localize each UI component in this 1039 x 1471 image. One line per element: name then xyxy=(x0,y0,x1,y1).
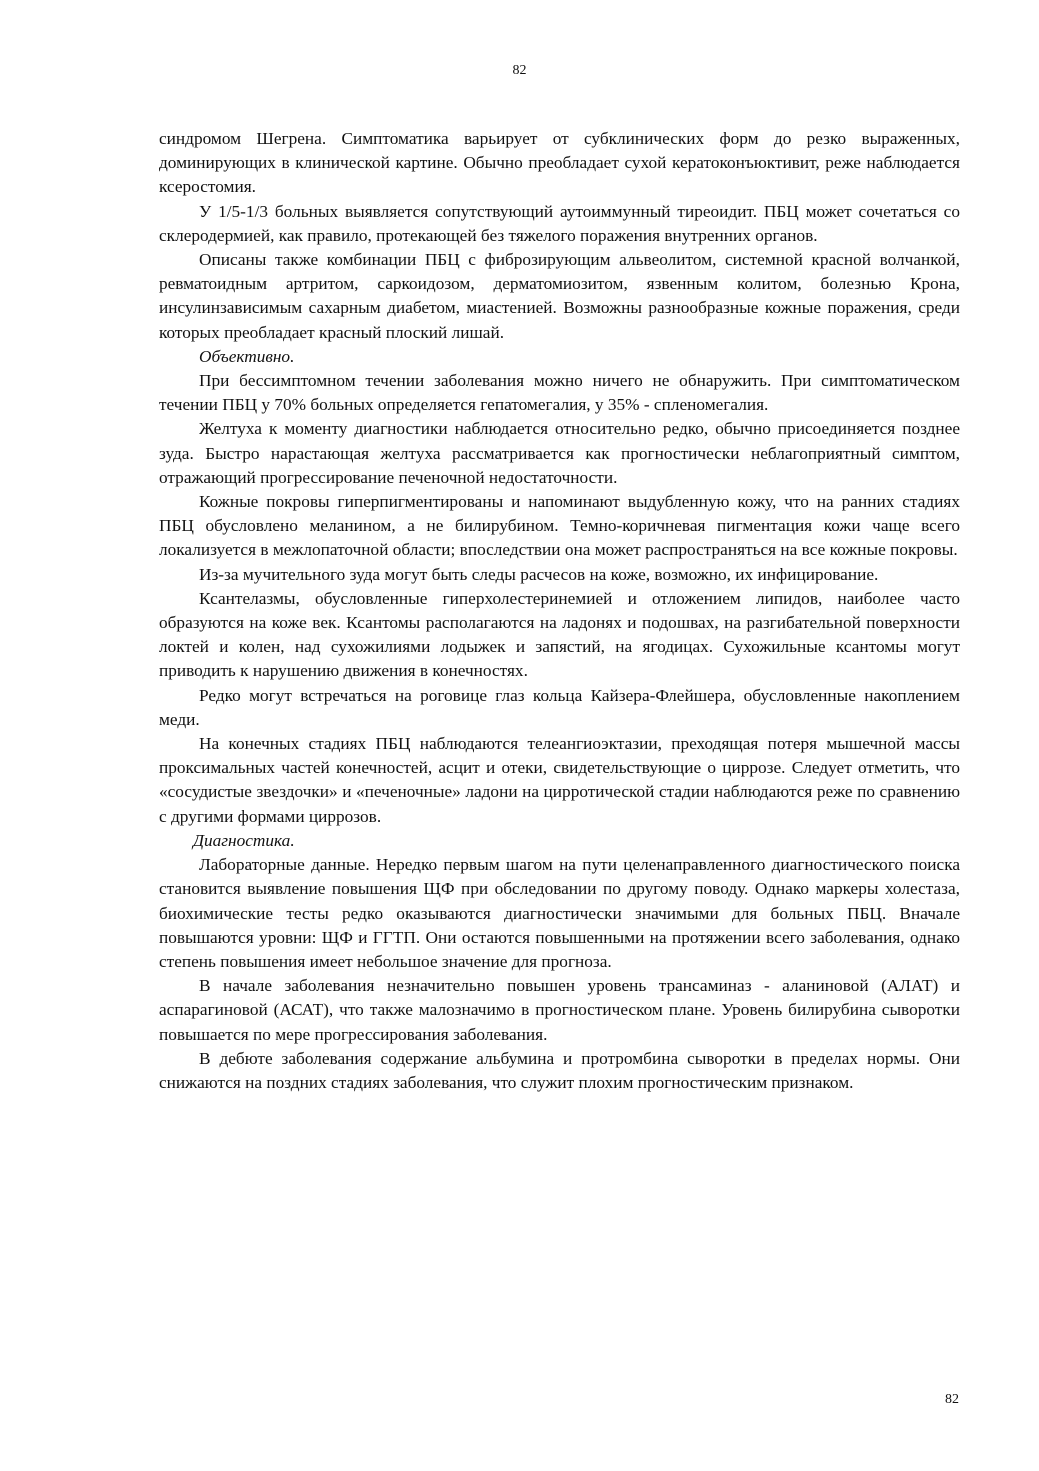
body-text xyxy=(159,127,960,1095)
paragraph-combinations: Описаны также комбинации ПБЦ с фиброзирующим альвеолитом, системной красной волчанкой, ревматоидным артритом, саркоидозом, дерматомиозитом, язвенным колитом, болезнью Крона, инсулинзависимым сахарным диабетом, миастенией. Возможны разнообразные кожные поражения, среди которых преобладает красный плоский лишай. xyxy=(159,250,960,342)
paragraph-asymptomatic: При бессимптомном течении заболевания можно ничего не обнаружить. При симптоматическом течении ПБЦ у 70% больных определяется гепатомегалия, у 35% - спленомегалия. xyxy=(159,371,960,415)
page-number-bottom: 82 xyxy=(945,1392,959,1407)
paragraph-skin-pigmentation: Кожные покровы гиперпигментированы и напоминают выдубленную кожу, что на ранних стадиях ПБЦ обусловлено меланином, а не билирубином. Темно-коричневая пигментация кожи чаще всего локализуется в межлопаточной области; впоследствии она может распространяться на все кожные покровы. xyxy=(159,492,960,560)
paragraph-jaundice: Желтуха к моменту диагностики наблюдается относительно редко, обычно присоединяется позднее зуда. Быстро нарастающая желтуха рассматривается как прогностически неблагоприятный симптом, отражающий прогрессирование печеночной недостаточности. xyxy=(159,419,960,487)
paragraph-lab-data: Лабораторные данные. Нередко первым шагом на пути целенаправленного диагностического поиска становится выявление повышения ЩФ при обследовании по другому поводу. Однако маркеры холестаза, биохимические тесты редко оказываются диагностически значимыми для больных ПБЦ. Вначале повышаются уровни: ЩФ и ГГТП. Они остаются повышенными на протяжении всего заболевания, однако степень повышения имеет небольшое значение для прогноза. xyxy=(159,855,960,971)
paragraph-albumin: В дебюте заболевания содержание альбумина и протромбина сыворотки в пределах нормы. Они снижаются на поздних стадиях заболевания, что служит плохим прогностическим признаком. xyxy=(159,1048,960,1092)
section-heading-objective: Объективно. xyxy=(199,346,295,366)
paragraph-kayser-fleischer: Редко могут встречаться на роговице глаз кольца Кайзера-Флейшера, обусловленные накоплением меди. xyxy=(159,685,960,729)
paragraph-transaminases: В начале заболевания незначительно повышен уровень трансаминаз - аланиновой (АЛАТ) и аспарагиновой (АСАТ), что также малозначимо в прогностическом плане. Уровень билирубина сыворотки повышается по мере прогрессирования заболевания. xyxy=(159,976,960,1044)
paragraph-thyroiditis: У 1/5-1/3 больных выявляется сопутствующий аутоиммунный тиреоидит. ПБЦ может сочетаться со склеродермией, как правило, протекающей без тяжелого поражения внутренних органов. xyxy=(159,201,960,245)
paragraph-sjogren: синдромом Шегрена. Симптоматика варьирует от субклинических форм до резко выраженных, доминирующих в клинической картине. Обычно преобладает сухой кератоконъюктивит, реже наблюдается ксеростомия. xyxy=(159,129,960,197)
paragraph-final-stages: На конечных стадиях ПБЦ наблюдаются телеангиоэктазии, преходящая потеря мышечной массы проксимальных частей конечностей, асцит и отеки, свидетельствующие о циррозе. Следует отметить, что «сосудистые звездочки» и «печеночные» ладони на цирротической стадии наблюдаются реже по сравнению с другими формами циррозов. xyxy=(159,734,960,826)
paragraph-itching: Из-за мучительного зуда могут быть следы расчесов на коже, возможно, их инфицирование. xyxy=(199,564,879,584)
section-heading-diagnostics: Диагностика. xyxy=(193,830,295,850)
page-number-top: 82 xyxy=(512,63,527,78)
paragraph-xanthelasma: Ксантелазмы, обусловленные гиперхолестеринемией и отложением липидов, наиболее часто образуются на коже век. Ксантомы располагаются на ладонях и подошвах, на разгибательной поверхности локтей и колен, над сухожилиями лодыжек и запястий, на ягодицах. Сухожильные ксантомы могут приводить к нарушению движения в конечностях. xyxy=(159,588,960,681)
